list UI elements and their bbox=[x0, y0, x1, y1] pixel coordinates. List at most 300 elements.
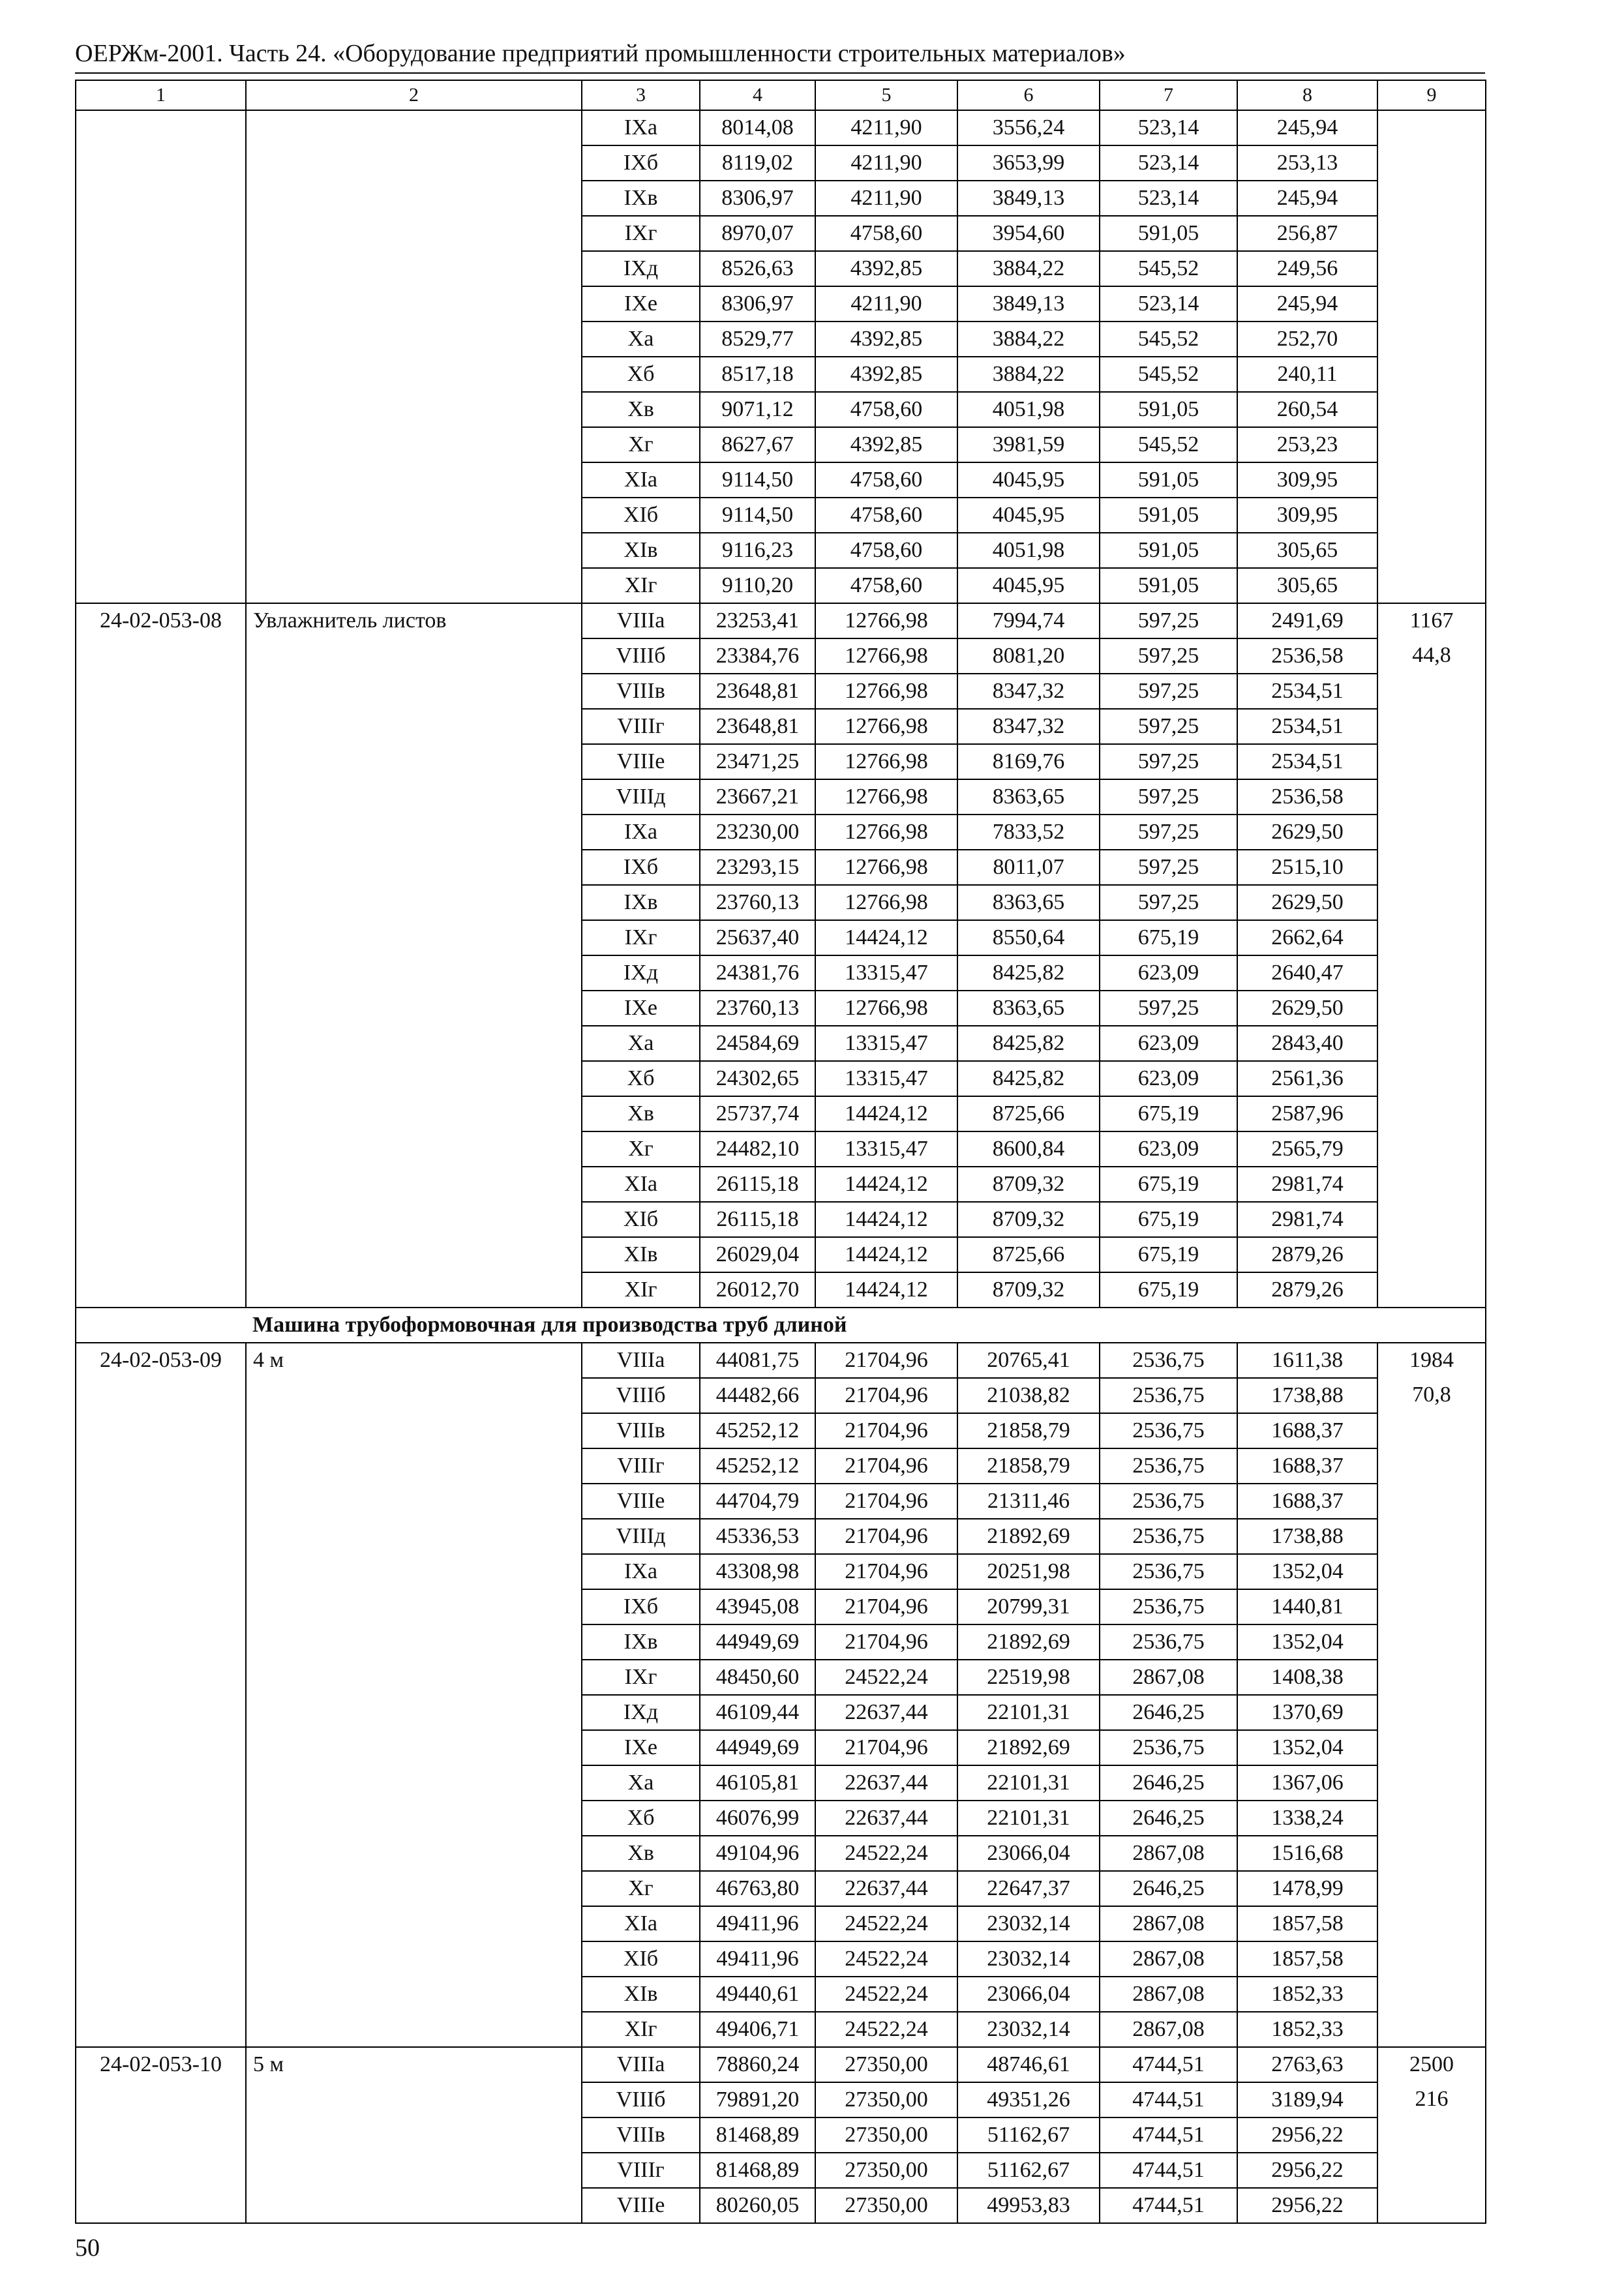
code-cell bbox=[76, 2117, 246, 2153]
value-cell: 260,54 bbox=[1237, 392, 1377, 427]
col9-cell: 44,8 bbox=[1377, 638, 1486, 674]
table-row bbox=[76, 850, 1486, 885]
value-cell: 4744,51 bbox=[1100, 2153, 1237, 2188]
code-cell bbox=[76, 1167, 246, 1202]
value-cell: 8014,08 bbox=[700, 110, 815, 145]
value-cell: 1352,04 bbox=[1237, 1554, 1377, 1589]
table-row bbox=[76, 533, 1486, 568]
name-cell bbox=[246, 1801, 582, 1836]
value-cell: 24522,24 bbox=[815, 1977, 957, 2012]
code-cell bbox=[76, 1624, 246, 1660]
zone-cell: VIIIг bbox=[582, 709, 700, 744]
value-cell: 1367,06 bbox=[1237, 1765, 1377, 1801]
code-cell bbox=[76, 955, 246, 991]
zone-cell: IXб bbox=[582, 1589, 700, 1624]
table-row bbox=[76, 885, 1486, 920]
value-cell: 4758,60 bbox=[815, 216, 957, 251]
value-cell: 675,19 bbox=[1100, 920, 1237, 955]
value-cell: 545,52 bbox=[1100, 322, 1237, 357]
value-cell: 24381,76 bbox=[700, 955, 815, 991]
value-cell: 21311,46 bbox=[957, 1484, 1100, 1519]
value-cell: 2843,40 bbox=[1237, 1026, 1377, 1061]
col9-cell bbox=[1377, 181, 1486, 216]
code-cell: 24-02-053-10 bbox=[76, 2047, 246, 2082]
value-cell: 21892,69 bbox=[957, 1519, 1100, 1554]
table-row bbox=[76, 1343, 1486, 1378]
value-cell: 545,52 bbox=[1100, 251, 1237, 286]
value-cell: 23066,04 bbox=[957, 1977, 1100, 2012]
value-cell: 4758,60 bbox=[815, 533, 957, 568]
table-row bbox=[76, 145, 1486, 181]
col9-cell bbox=[1377, 779, 1486, 815]
value-cell: 12766,98 bbox=[815, 815, 957, 850]
value-cell: 2640,47 bbox=[1237, 955, 1377, 991]
value-cell: 21858,79 bbox=[957, 1448, 1100, 1484]
col9-cell bbox=[1377, 145, 1486, 181]
name-cell bbox=[246, 1906, 582, 1941]
value-cell: 1338,24 bbox=[1237, 1801, 1377, 1836]
value-cell: 8550,64 bbox=[957, 920, 1100, 955]
name-cell bbox=[246, 498, 582, 533]
value-cell: 3849,13 bbox=[957, 181, 1100, 216]
code-cell bbox=[76, 462, 246, 498]
code-cell bbox=[76, 1906, 246, 1941]
page-header: ОЕРЖм-2001. Часть 24. «Оборудование предприятий промышленности строительных материалов» bbox=[75, 40, 1126, 67]
value-cell: 8600,84 bbox=[957, 1131, 1100, 1167]
value-cell: 591,05 bbox=[1100, 216, 1237, 251]
value-cell: 2536,75 bbox=[1100, 1484, 1237, 1519]
name-cell bbox=[246, 1061, 582, 1096]
code-cell bbox=[76, 533, 246, 568]
name-cell bbox=[246, 850, 582, 885]
zone-cell: VIIIб bbox=[582, 2082, 700, 2117]
value-cell: 44482,66 bbox=[700, 1378, 815, 1413]
value-cell: 675,19 bbox=[1100, 1202, 1237, 1237]
value-cell: 2646,25 bbox=[1100, 1765, 1237, 1801]
value-cell: 591,05 bbox=[1100, 392, 1237, 427]
zone-cell: Xа bbox=[582, 1765, 700, 1801]
col9-cell bbox=[1377, 850, 1486, 885]
value-cell: 21704,96 bbox=[815, 1589, 957, 1624]
name-cell bbox=[246, 1413, 582, 1448]
code-cell bbox=[76, 1202, 246, 1237]
name-cell bbox=[246, 2012, 582, 2047]
value-cell: 4744,51 bbox=[1100, 2117, 1237, 2153]
header-rule bbox=[75, 72, 1485, 74]
value-cell: 2956,22 bbox=[1237, 2117, 1377, 2153]
value-cell: 623,09 bbox=[1100, 1061, 1237, 1096]
value-cell: 24522,24 bbox=[815, 1941, 957, 1977]
value-cell: 1370,69 bbox=[1237, 1695, 1377, 1730]
zone-cell: IXб bbox=[582, 145, 700, 181]
name-cell bbox=[246, 1730, 582, 1765]
table-row bbox=[76, 2082, 1486, 2117]
name-cell bbox=[246, 357, 582, 392]
section-row bbox=[76, 1308, 1486, 1343]
value-cell: 8517,18 bbox=[700, 357, 815, 392]
value-cell: 12766,98 bbox=[815, 991, 957, 1026]
value-cell: 1611,38 bbox=[1237, 1343, 1377, 1378]
value-cell: 623,09 bbox=[1100, 1131, 1237, 1167]
zone-cell: IXа bbox=[582, 815, 700, 850]
value-cell: 23066,04 bbox=[957, 1836, 1100, 1871]
value-cell: 23471,25 bbox=[700, 744, 815, 779]
col9-cell bbox=[1377, 1131, 1486, 1167]
col9-cell: 216 bbox=[1377, 2082, 1486, 2117]
zone-cell: Xг bbox=[582, 1871, 700, 1906]
value-cell: 4758,60 bbox=[815, 498, 957, 533]
value-cell: 597,25 bbox=[1100, 744, 1237, 779]
col9-cell bbox=[1377, 322, 1486, 357]
table-row bbox=[76, 286, 1486, 322]
value-cell: 2536,75 bbox=[1100, 1554, 1237, 1589]
value-cell: 2536,75 bbox=[1100, 1730, 1237, 1765]
value-cell: 27350,00 bbox=[815, 2047, 957, 2082]
col9-cell bbox=[1377, 1730, 1486, 1765]
zone-cell: Xб bbox=[582, 1061, 700, 1096]
value-cell: 44081,75 bbox=[700, 1343, 815, 1378]
value-cell: 8529,77 bbox=[700, 322, 815, 357]
value-cell: 523,14 bbox=[1100, 145, 1237, 181]
value-cell: 2536,75 bbox=[1100, 1589, 1237, 1624]
value-cell: 22637,44 bbox=[815, 1695, 957, 1730]
zone-cell: XIв bbox=[582, 1977, 700, 2012]
zone-cell: Xв bbox=[582, 1096, 700, 1131]
value-cell: 4392,85 bbox=[815, 357, 957, 392]
value-cell: 8526,63 bbox=[700, 251, 815, 286]
value-cell: 591,05 bbox=[1100, 533, 1237, 568]
value-cell: 1688,37 bbox=[1237, 1448, 1377, 1484]
name-cell bbox=[246, 2188, 582, 2223]
value-cell: 240,11 bbox=[1237, 357, 1377, 392]
value-cell: 2867,08 bbox=[1100, 2012, 1237, 2047]
value-cell: 4045,95 bbox=[957, 498, 1100, 533]
zone-cell: Xб bbox=[582, 357, 700, 392]
value-cell: 2956,22 bbox=[1237, 2153, 1377, 2188]
zone-cell: XIа bbox=[582, 462, 700, 498]
value-cell: 23384,76 bbox=[700, 638, 815, 674]
name-cell: Увлажнитель листов bbox=[246, 603, 582, 638]
value-cell: 4392,85 bbox=[815, 427, 957, 462]
zone-cell: VIIIб bbox=[582, 1378, 700, 1413]
value-cell: 51162,67 bbox=[957, 2153, 1100, 2188]
name-cell bbox=[246, 920, 582, 955]
name-cell bbox=[246, 1167, 582, 1202]
zone-cell: VIIIв bbox=[582, 1413, 700, 1448]
name-cell bbox=[246, 709, 582, 744]
value-cell: 8725,66 bbox=[957, 1237, 1100, 1272]
value-cell: 23760,13 bbox=[700, 991, 815, 1026]
table-row bbox=[76, 991, 1486, 1026]
value-cell: 27350,00 bbox=[815, 2188, 957, 2223]
value-cell: 24522,24 bbox=[815, 1836, 957, 1871]
name-cell bbox=[246, 674, 582, 709]
table-row bbox=[76, 1519, 1486, 1554]
value-cell: 4744,51 bbox=[1100, 2188, 1237, 2223]
table-row bbox=[76, 1554, 1486, 1589]
zone-cell: XIб bbox=[582, 498, 700, 533]
value-cell: 2629,50 bbox=[1237, 815, 1377, 850]
name-cell bbox=[246, 1519, 582, 1554]
name-cell bbox=[246, 1695, 582, 1730]
value-cell: 21704,96 bbox=[815, 1554, 957, 1589]
value-cell: 545,52 bbox=[1100, 427, 1237, 462]
value-cell: 44704,79 bbox=[700, 1484, 815, 1519]
code-cell bbox=[76, 1941, 246, 1977]
zone-cell: IXд bbox=[582, 251, 700, 286]
table-row bbox=[76, 462, 1486, 498]
value-cell: 2515,10 bbox=[1237, 850, 1377, 885]
value-cell: 2879,26 bbox=[1237, 1237, 1377, 1272]
value-cell: 12766,98 bbox=[815, 603, 957, 638]
value-cell: 4392,85 bbox=[815, 251, 957, 286]
code-cell bbox=[76, 1730, 246, 1765]
value-cell: 49104,96 bbox=[700, 1836, 815, 1871]
value-cell: 2491,69 bbox=[1237, 603, 1377, 638]
value-cell: 51162,67 bbox=[957, 2117, 1100, 2153]
zone-cell: Xг bbox=[582, 1131, 700, 1167]
value-cell: 12766,98 bbox=[815, 709, 957, 744]
value-cell: 3556,24 bbox=[957, 110, 1100, 145]
value-cell: 4211,90 bbox=[815, 110, 957, 145]
value-cell: 21704,96 bbox=[815, 1730, 957, 1765]
col9-cell bbox=[1377, 2012, 1486, 2047]
table-row bbox=[76, 955, 1486, 991]
value-cell: 8347,32 bbox=[957, 674, 1100, 709]
col9-cell bbox=[1377, 1624, 1486, 1660]
name-cell: 4 м bbox=[246, 1343, 582, 1378]
table-row bbox=[76, 603, 1486, 638]
value-cell: 597,25 bbox=[1100, 674, 1237, 709]
zone-cell: VIIIв bbox=[582, 674, 700, 709]
code-cell bbox=[76, 1026, 246, 1061]
page-number: 50 bbox=[75, 2234, 100, 2262]
value-cell: 253,23 bbox=[1237, 427, 1377, 462]
value-cell: 22519,98 bbox=[957, 1660, 1100, 1695]
column-number-cell: 8 bbox=[1237, 80, 1377, 110]
value-cell: 1852,33 bbox=[1237, 2012, 1377, 2047]
col9-cell bbox=[1377, 1272, 1486, 1308]
value-cell: 1688,37 bbox=[1237, 1413, 1377, 1448]
zone-cell: IXе bbox=[582, 991, 700, 1026]
value-cell: 23032,14 bbox=[957, 2012, 1100, 2047]
table-row bbox=[76, 1237, 1486, 1272]
code-cell bbox=[76, 2188, 246, 2223]
zone-cell: IXд bbox=[582, 1695, 700, 1730]
rates-table bbox=[75, 80, 1486, 2224]
value-cell: 4758,60 bbox=[815, 392, 957, 427]
name-cell bbox=[246, 1237, 582, 1272]
value-cell: 26029,04 bbox=[700, 1237, 815, 1272]
col9-cell bbox=[1377, 1554, 1486, 1589]
code-cell bbox=[76, 1695, 246, 1730]
value-cell: 13315,47 bbox=[815, 955, 957, 991]
value-cell: 249,56 bbox=[1237, 251, 1377, 286]
value-cell: 245,94 bbox=[1237, 110, 1377, 145]
col9-cell bbox=[1377, 885, 1486, 920]
zone-cell: IXг bbox=[582, 1660, 700, 1695]
name-cell bbox=[246, 462, 582, 498]
value-cell: 2867,08 bbox=[1100, 1941, 1237, 1977]
value-cell: 2536,75 bbox=[1100, 1448, 1237, 1484]
value-cell: 2646,25 bbox=[1100, 1801, 1237, 1836]
table-row bbox=[76, 2188, 1486, 2223]
table-row bbox=[76, 1941, 1486, 1977]
value-cell: 523,14 bbox=[1100, 286, 1237, 322]
value-cell: 13315,47 bbox=[815, 1131, 957, 1167]
code-cell bbox=[76, 1519, 246, 1554]
name-cell bbox=[246, 392, 582, 427]
value-cell: 13315,47 bbox=[815, 1061, 957, 1096]
value-cell: 24522,24 bbox=[815, 1906, 957, 1941]
value-cell: 597,25 bbox=[1100, 709, 1237, 744]
value-cell: 22637,44 bbox=[815, 1765, 957, 1801]
value-cell: 2867,08 bbox=[1100, 1836, 1237, 1871]
value-cell: 9114,50 bbox=[700, 462, 815, 498]
value-cell: 623,09 bbox=[1100, 955, 1237, 991]
value-cell: 3653,99 bbox=[957, 145, 1100, 181]
value-cell: 4758,60 bbox=[815, 462, 957, 498]
zone-cell: VIIIд bbox=[582, 1519, 700, 1554]
value-cell: 3189,94 bbox=[1237, 2082, 1377, 2117]
code-cell bbox=[76, 1765, 246, 1801]
value-cell: 2763,63 bbox=[1237, 2047, 1377, 2082]
value-cell: 591,05 bbox=[1100, 498, 1237, 533]
col9-cell bbox=[1377, 427, 1486, 462]
col9-cell bbox=[1377, 392, 1486, 427]
value-cell: 245,94 bbox=[1237, 181, 1377, 216]
table-row bbox=[76, 1448, 1486, 1484]
table-row bbox=[76, 2012, 1486, 2047]
value-cell: 2867,08 bbox=[1100, 1906, 1237, 1941]
col9-cell bbox=[1377, 2153, 1486, 2188]
value-cell: 49953,83 bbox=[957, 2188, 1100, 2223]
value-cell: 2534,51 bbox=[1237, 709, 1377, 744]
column-number-cell: 5 bbox=[815, 80, 957, 110]
code-cell bbox=[76, 1061, 246, 1096]
value-cell: 25637,40 bbox=[700, 920, 815, 955]
value-cell: 1688,37 bbox=[1237, 1484, 1377, 1519]
value-cell: 2956,22 bbox=[1237, 2188, 1377, 2223]
code-cell bbox=[76, 322, 246, 357]
zone-cell: Xв bbox=[582, 1836, 700, 1871]
code-cell bbox=[76, 2012, 246, 2047]
table-row bbox=[76, 1624, 1486, 1660]
value-cell: 45336,53 bbox=[700, 1519, 815, 1554]
value-cell: 23230,00 bbox=[700, 815, 815, 850]
col9-cell bbox=[1377, 1765, 1486, 1801]
value-cell: 591,05 bbox=[1100, 462, 1237, 498]
value-cell: 23253,41 bbox=[700, 603, 815, 638]
name-cell bbox=[246, 1554, 582, 1589]
column-number-row bbox=[76, 80, 1486, 110]
table-body bbox=[76, 80, 1486, 2223]
col9-cell: 1984 bbox=[1377, 1343, 1486, 1378]
table-row bbox=[76, 1061, 1486, 1096]
value-cell: 23032,14 bbox=[957, 1906, 1100, 1941]
code-cell bbox=[76, 1378, 246, 1413]
value-cell: 1857,58 bbox=[1237, 1941, 1377, 1977]
value-cell: 597,25 bbox=[1100, 991, 1237, 1026]
code-cell bbox=[76, 885, 246, 920]
value-cell: 1738,88 bbox=[1237, 1378, 1377, 1413]
value-cell: 14424,12 bbox=[815, 1237, 957, 1272]
value-cell: 24482,10 bbox=[700, 1131, 815, 1167]
value-cell: 1352,04 bbox=[1237, 1624, 1377, 1660]
value-cell: 8011,07 bbox=[957, 850, 1100, 885]
value-cell: 675,19 bbox=[1100, 1167, 1237, 1202]
value-cell: 80260,05 bbox=[700, 2188, 815, 2223]
value-cell: 597,25 bbox=[1100, 850, 1237, 885]
value-cell: 2536,75 bbox=[1100, 1413, 1237, 1448]
zone-cell: IXа bbox=[582, 110, 700, 145]
col9-cell bbox=[1377, 357, 1486, 392]
value-cell: 2629,50 bbox=[1237, 991, 1377, 1026]
column-number-cell: 2 bbox=[246, 80, 582, 110]
value-cell: 675,19 bbox=[1100, 1272, 1237, 1308]
name-cell bbox=[246, 885, 582, 920]
zone-cell: Xг bbox=[582, 427, 700, 462]
value-cell: 23667,21 bbox=[700, 779, 815, 815]
col9-cell bbox=[1377, 1413, 1486, 1448]
col9-cell bbox=[1377, 744, 1486, 779]
value-cell: 22101,31 bbox=[957, 1765, 1100, 1801]
col9-cell: 1167 bbox=[1377, 603, 1486, 638]
value-cell: 1738,88 bbox=[1237, 1519, 1377, 1554]
col9-cell bbox=[1377, 955, 1486, 991]
value-cell: 21704,96 bbox=[815, 1413, 957, 1448]
table-row bbox=[76, 744, 1486, 779]
value-cell: 7994,74 bbox=[957, 603, 1100, 638]
value-cell: 21892,69 bbox=[957, 1624, 1100, 1660]
value-cell: 46105,81 bbox=[700, 1765, 815, 1801]
value-cell: 26115,18 bbox=[700, 1167, 815, 1202]
zone-cell: IXд bbox=[582, 955, 700, 991]
col9-cell bbox=[1377, 1448, 1486, 1484]
zone-cell: XIв bbox=[582, 533, 700, 568]
code-cell bbox=[76, 181, 246, 216]
value-cell: 4051,98 bbox=[957, 533, 1100, 568]
value-cell: 309,95 bbox=[1237, 462, 1377, 498]
code-cell bbox=[76, 110, 246, 145]
col9-cell: 2500 bbox=[1377, 2047, 1486, 2082]
value-cell: 1857,58 bbox=[1237, 1906, 1377, 1941]
value-cell: 2646,25 bbox=[1100, 1695, 1237, 1730]
col9-cell bbox=[1377, 1589, 1486, 1624]
col9-cell bbox=[1377, 1836, 1486, 1871]
value-cell: 9071,12 bbox=[700, 392, 815, 427]
value-cell: 2536,75 bbox=[1100, 1519, 1237, 1554]
table-row bbox=[76, 1906, 1486, 1941]
value-cell: 14424,12 bbox=[815, 1272, 957, 1308]
value-cell: 45252,12 bbox=[700, 1448, 815, 1484]
code-cell bbox=[76, 1484, 246, 1519]
col9-cell bbox=[1377, 533, 1486, 568]
value-cell: 12766,98 bbox=[815, 744, 957, 779]
value-cell: 623,09 bbox=[1100, 1026, 1237, 1061]
table-row bbox=[76, 779, 1486, 815]
name-cell bbox=[246, 181, 582, 216]
table-row bbox=[76, 1730, 1486, 1765]
code-cell bbox=[76, 568, 246, 603]
name-cell bbox=[246, 1202, 582, 1237]
col9-cell bbox=[1377, 1237, 1486, 1272]
table-row bbox=[76, 709, 1486, 744]
code-cell bbox=[76, 1131, 246, 1167]
value-cell: 4392,85 bbox=[815, 322, 957, 357]
value-cell: 26115,18 bbox=[700, 1202, 815, 1237]
value-cell: 8119,02 bbox=[700, 145, 815, 181]
